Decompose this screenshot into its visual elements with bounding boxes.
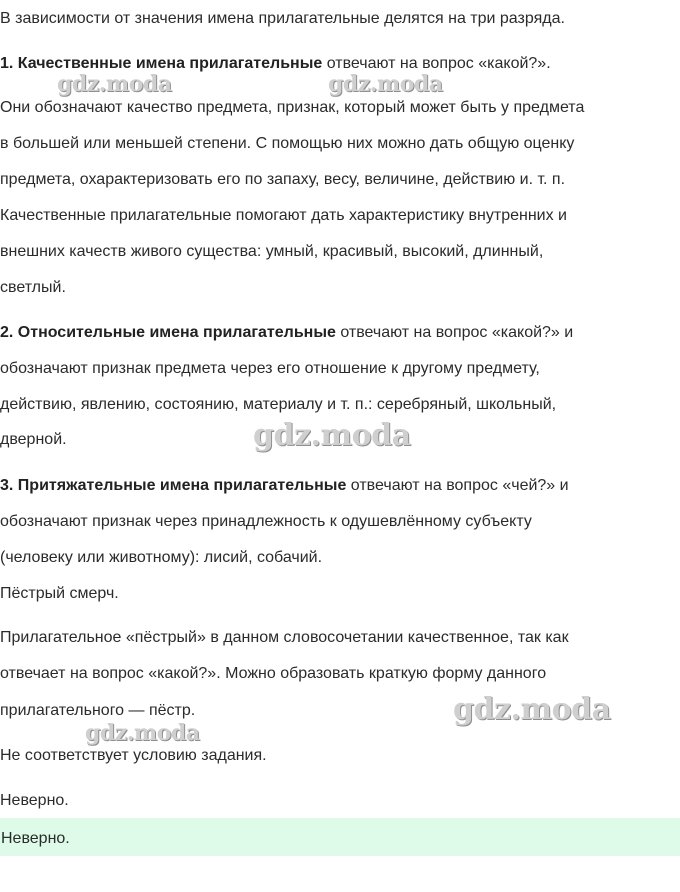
answer-text: Неверно. [1,830,70,847]
watermark: gdz.moda [253,418,411,453]
section1-line: в большей или меньшей степени. С помощью них можно дать общую оценку [0,135,575,152]
section2-question: отвечают на вопрос «какой?» и [335,324,574,341]
section1-line: светлый. [0,279,66,296]
mismatch-note: Не соответствует условию задания. [0,747,267,764]
section1-heading: Качественные имена прилагательные [17,55,323,72]
watermark: gdz.moda [328,71,443,97]
section1-line: внешних качеств живого существа: умный, красивый, высокий, длинный, [0,243,544,260]
section1-line: Они обозначают качество предмета, признак, который может быть у предмета [0,99,585,116]
section3-number: 3. [0,477,14,494]
section3-title [0,476,569,496]
section2-line: действию, явлению, состоянию, материалу и т. п.: серебряный, школьный, [0,396,557,413]
section1-line: предмета, охарактеризовать его по запаху, весу, величине, действию и. т. п. [0,171,566,188]
explanation-line: прилагательного — пёстр. [0,702,196,719]
section2-title [0,323,573,343]
section2-line: дверной. [0,431,67,448]
verdict-text: Неверно. [0,792,69,809]
answer-highlight [0,818,680,856]
watermark: gdz.moda [85,720,200,746]
section2-line: обозначают признак предмета через его отношение к другому предмету, [0,360,540,377]
section1-question: отвечают на вопрос «какой?». [322,55,551,72]
example-phrase: Пёстрый смерч. [0,585,119,602]
section2-heading: Относительные имена прилагательные [17,324,336,341]
section3-line: (человеку или животному): лисий, собачий. [0,549,323,566]
explanation-line: Прилагательное «пёстрый» в данном словосочетании качественное, так как [0,629,569,646]
section1-line: Качественные прилагательные помогают дать характеристику внутренних и [0,207,567,224]
section3-question: отвечают на вопрос «чей?» и [346,477,569,494]
watermark: gdz.moda [453,692,611,727]
watermark: gdz.moda [57,71,172,97]
section2-number: 2. [0,324,14,341]
section3-line: обозначают признак через принадлежность к одушевлённому субъекту [0,513,532,530]
intro-line: В зависимости от значения имена прилагательные делятся на три разряда. [0,10,565,27]
section1-number: 1. [0,55,14,72]
explanation-line: отвечает на вопрос «какой?». Можно образовать краткую форму данного [0,665,547,682]
section3-heading: Притяжательные имена прилагательные [17,477,347,494]
